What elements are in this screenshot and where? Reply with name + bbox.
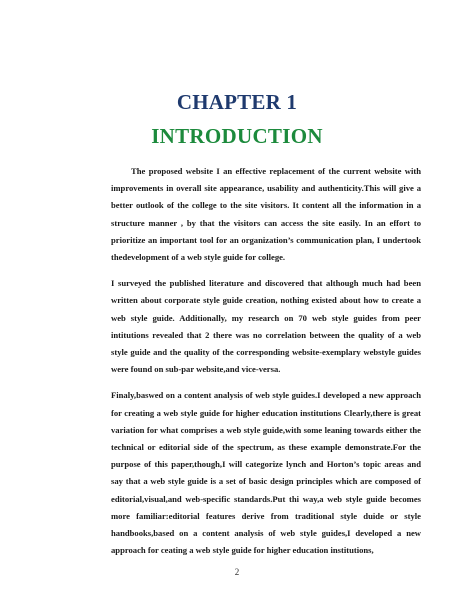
body-text xyxy=(111,163,421,568)
paragraph-3: Finaly,baswed on a content analysis of web style guides.I developed a new approach for creating a web style guide for higher education institutions Clearly,there is great variation for what comprises a web style guide,with some leaning towards either the technical or editorial side of the spectrum, as these example demonstrate.For the purpose of this paper,though,I will categorize lynch and Horton’s topic areas and say that a web style guide is a set of basic design principles which are composed of editorial,visual,and web-specific standards.Put thi way,a web style guide becomes more familiar:editorial features derive from traditional style duide or style handbooks,based on a content analysis of web style guides,I developed a new approach for ceating a web style guide for higher education institutions, xyxy=(111,390,421,556)
chapter-heading: CHAPTER 1 xyxy=(176,90,298,114)
paragraph-2: I surveyed the published literature and discovered that although much had been written about corporate style guide creation, nothing existed about how to create a web style guide. Additionally, my research on 70 web style guides from peer intitutions revealed that 2 there was no correlation between the quality of a web style guide and the quality of the corresponding website-exemplary webstyle guides were found on sub-par website,and vice-versa. xyxy=(111,278,421,375)
paragraph-1: The proposed website I an effective replacement of the current website with improvements in overall site appearance, usability and authenticity.This will give a better outlook of the college to the site visitors. It content all the information in a structure manner , by that the visitors can access the site easily. In an effort to prioritize an important tool for an organization’s communication plan, I undertook thedevelopment of a web style guide for college. xyxy=(111,166,421,263)
chapter-title: INTRODUCTION xyxy=(151,124,323,148)
page-number: 2 xyxy=(234,567,240,577)
